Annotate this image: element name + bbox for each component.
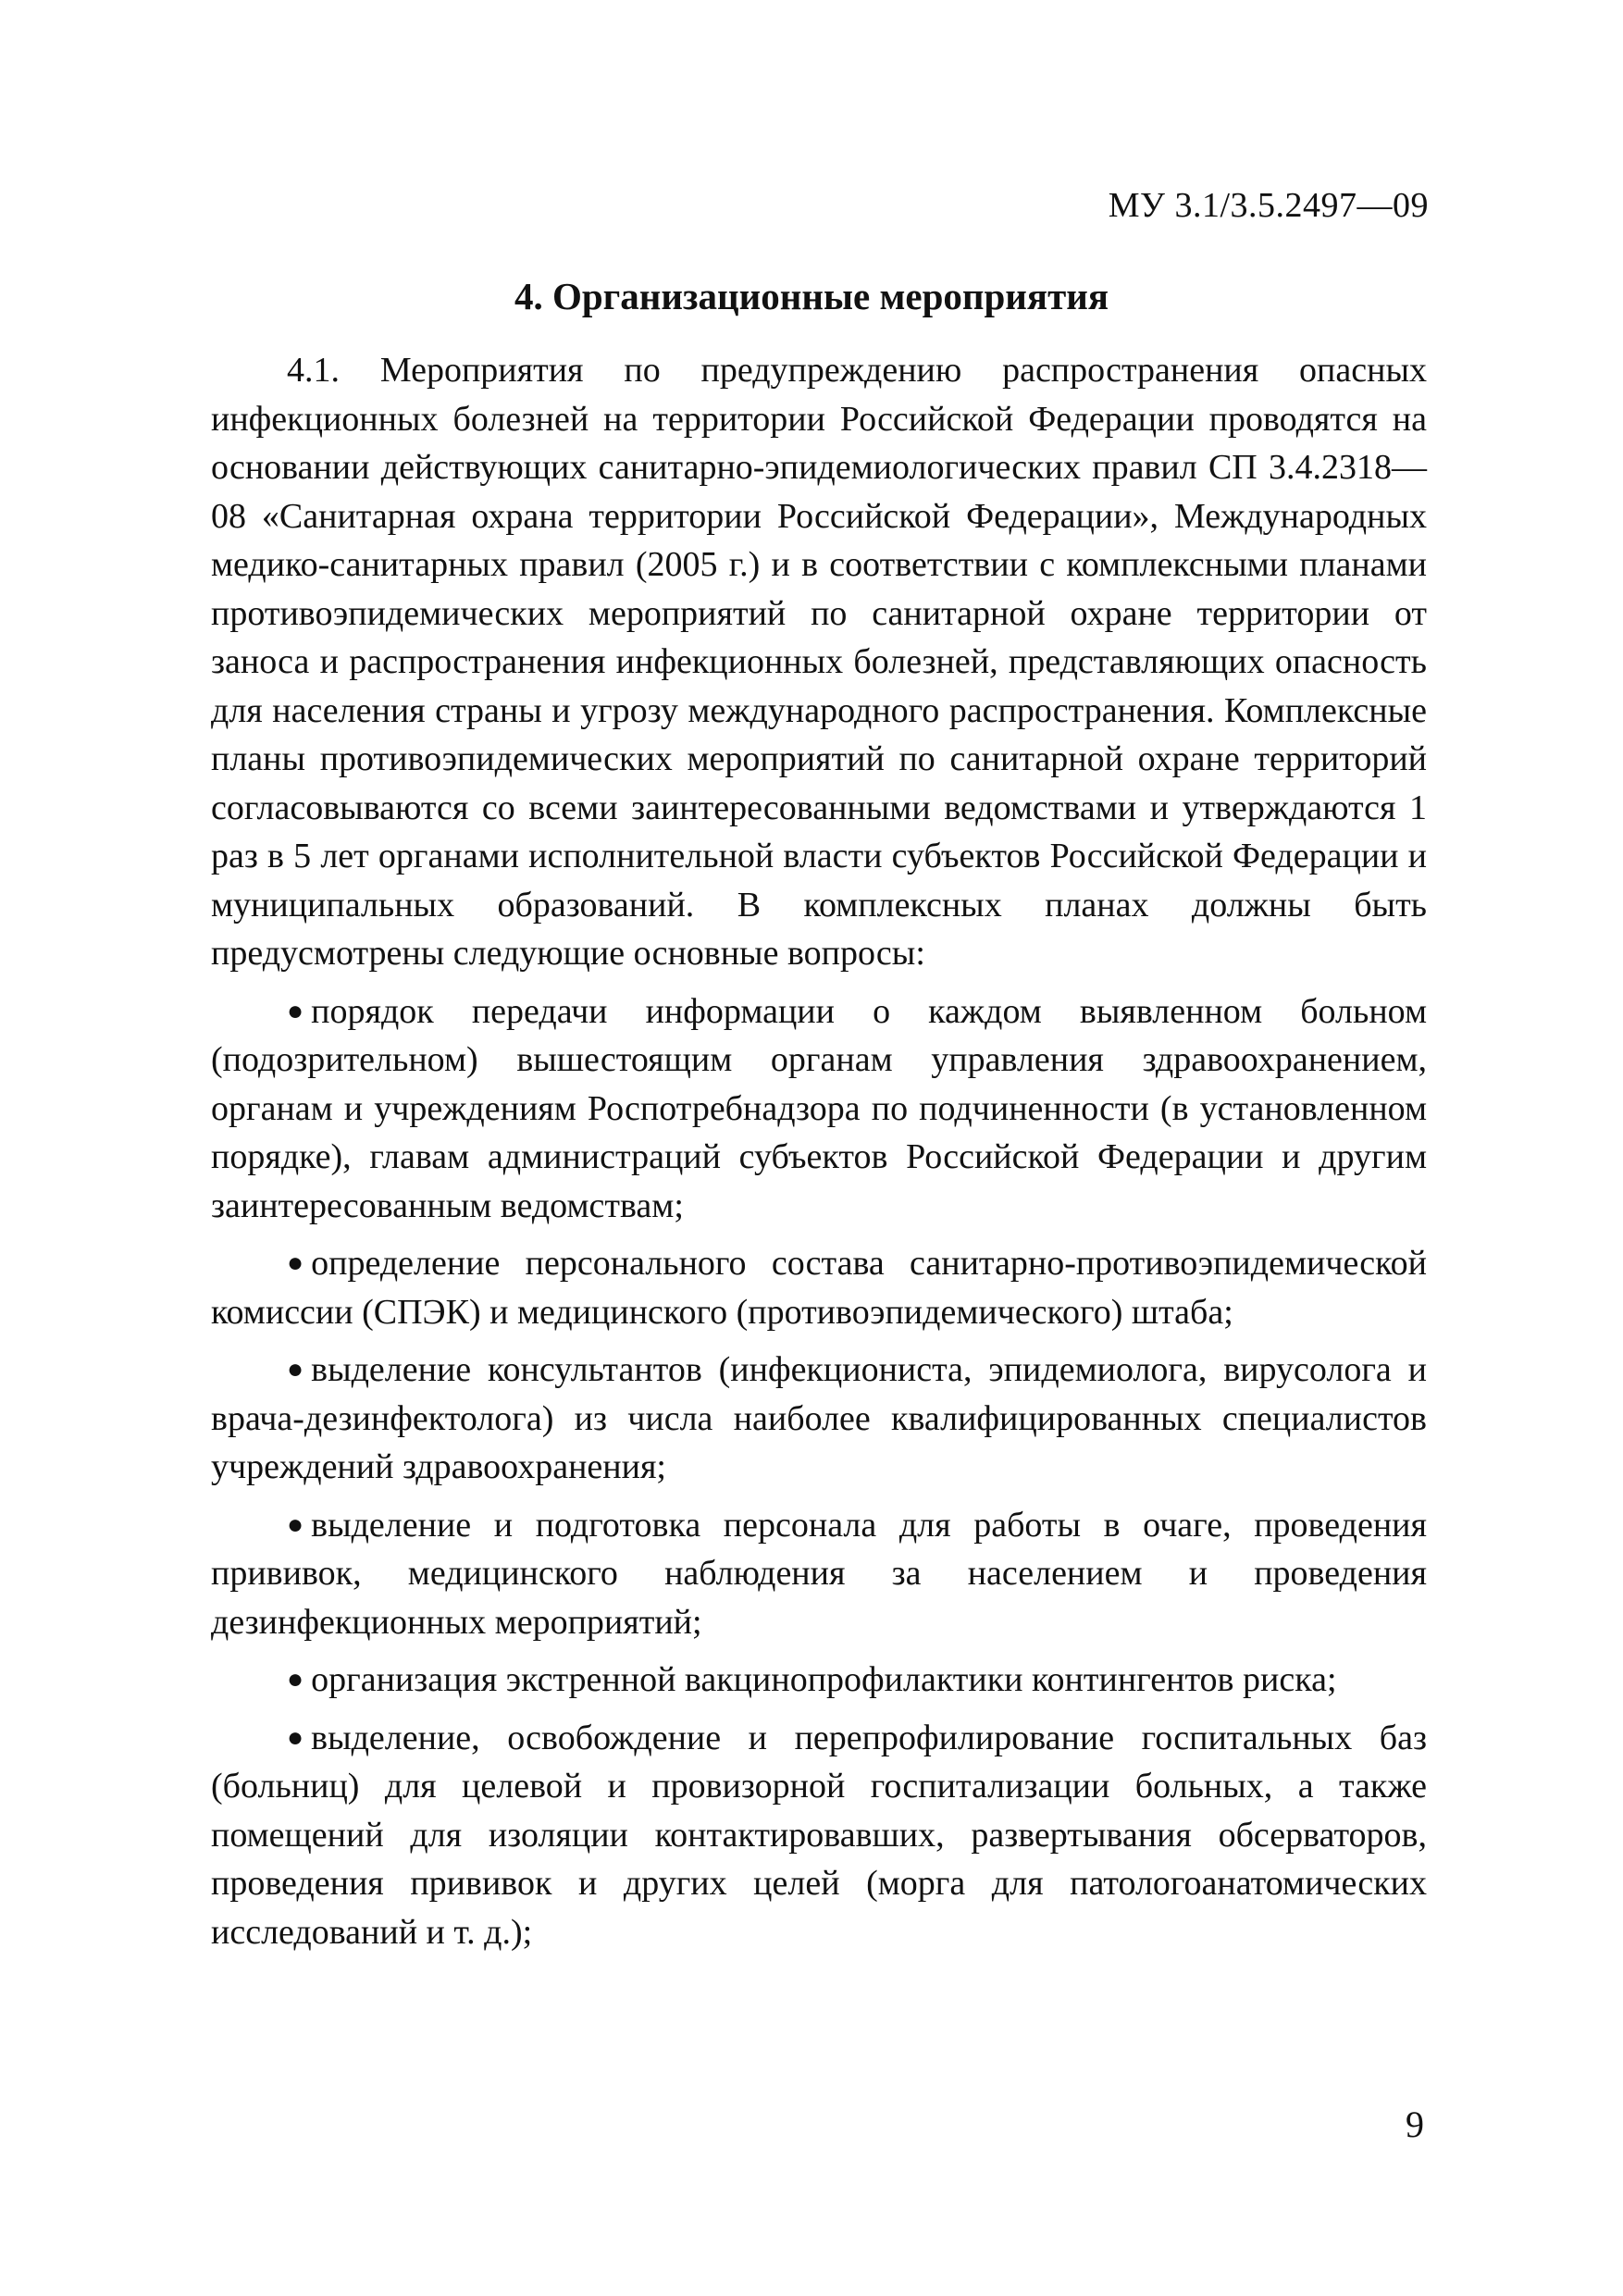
page-number: 9 (1406, 2104, 1424, 2145)
list-item-text: организация экстренной вакцинопрофилактики контингентов риска; (311, 1660, 1337, 1699)
bullet-icon: ● (287, 1508, 304, 1540)
list-item (211, 1656, 1427, 1705)
document-code: МУ 3.1/3.5.2497—09 (1108, 186, 1429, 225)
list-item (211, 1501, 1427, 1647)
list-item-text: выделение консультантов (инфекциониста, эпидемиолога, вирусолога и врача-дезинфектолога) из числа наиболее квалифицированных специалистов учреждений здравоохранения; (211, 1350, 1427, 1486)
section-title: 4. Организационные мероприятия (514, 275, 1109, 317)
list-item (211, 987, 1427, 1231)
intro-paragraph: 4.1. Мероприятия по предупреждению распространения опасных инфекционных болезней на территории Российской Федерации проводятся на основании действующих санитарно-эпидемиологических правил СП 3.4.2318—08 «Санитарная охрана территории Российской Федерации», Международных медико-санитарных правил (2005 г.) и в соответствии с комплексными планами противоэпидемических мероприятий по санитарной охране территории от заноса и распространения инфекционных болезней, представляющих опасность для населения страны и угрозу международного распространения. Комплексные планы противоэпидемических мероприятий по санитарной охране территорий согласовываются со всеми заинтересованными ведомствами и утверждаются 1 раз в 5 лет органами исполнительной власти субъектов Российской Федерации и муниципальных образований. В комплексных планах должны быть предусмотрены следующие основные вопросы: (211, 351, 1427, 973)
list-item-text: порядок передачи информации о каждом выявленном больном (подозрительном) вышестоящим органам управления здравоохранением, органам и учреждениям Роспотребнадзора по подчиненности (в установленном порядке), главам администраций субъектов Российской Федерации и другим заинтересованным ведомствам; (211, 991, 1427, 1225)
list-item (211, 1714, 1427, 1957)
list-item (211, 1239, 1427, 1336)
bullet-icon: ● (287, 1247, 304, 1278)
document-body (211, 346, 1427, 1956)
bullet-icon: ● (287, 1664, 304, 1694)
bullet-icon: ● (287, 995, 304, 1026)
list-item-text: выделение, освобождение и перепрофилирование госпитальных баз (больниц) для целевой и провизорной госпитализации больных, а также помещений для изоляции контактировавших, развертывания обсерваторов, проведения прививок и других целей (морга для патологоанатомических исследований и т. д.); (211, 1718, 1427, 1952)
bullet-icon: ● (287, 1354, 304, 1384)
list-item-text: определение персонального состава санитарно-противоэпидемической комиссии (СПЭК) и медицинского (противоэпидемического) штаба; (211, 1244, 1427, 1332)
list-item-text: выделение и подготовка персонала для работы в очаге, проведения прививок, медицинского наблюдения за населением и проведения дезинфекционных мероприятий; (211, 1505, 1427, 1642)
bullet-icon: ● (287, 1721, 304, 1753)
list-item (211, 1346, 1427, 1492)
